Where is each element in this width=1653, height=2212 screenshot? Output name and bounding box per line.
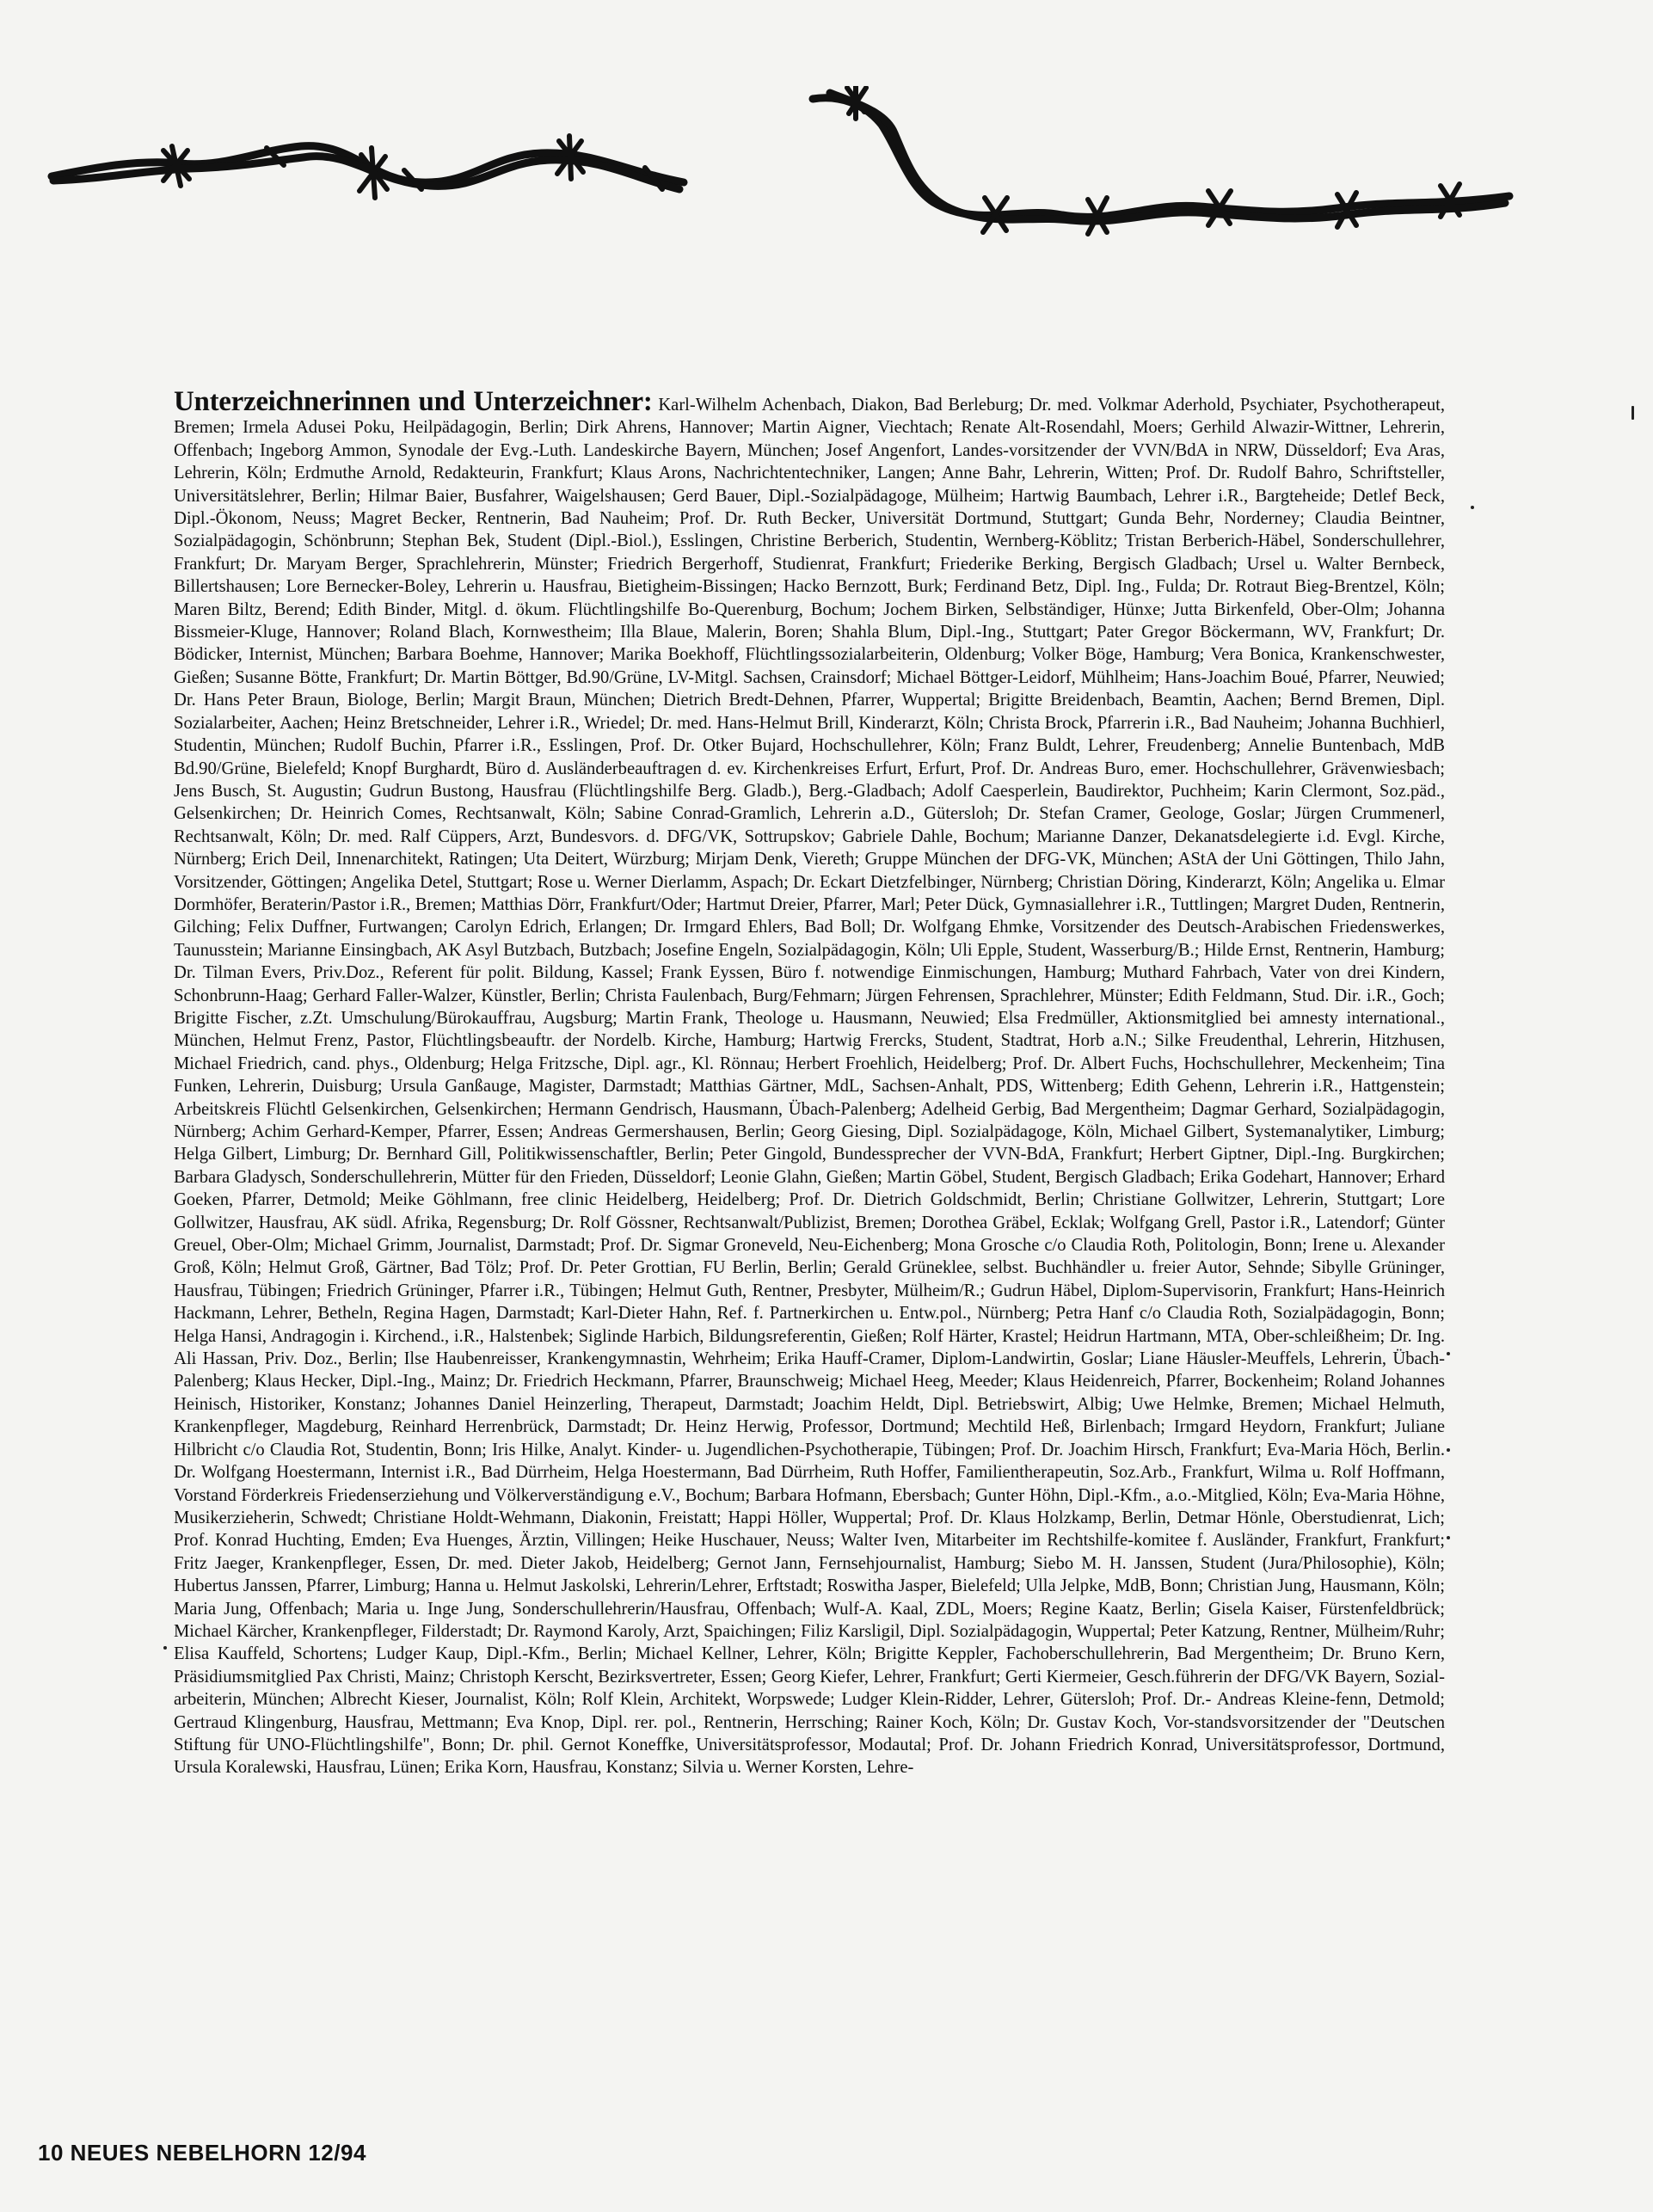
signatories-heading: Unterzeichnerinnen und Unterzeichner:	[174, 386, 653, 417]
signatories-text	[174, 386, 1446, 1779]
scan-speck	[1447, 1448, 1450, 1452]
barbed-wire-right-icon	[804, 86, 1544, 241]
scan-speck	[1447, 1536, 1450, 1539]
page-footer: 10 NEUES NEBELHORN 12/94	[38, 2140, 366, 2166]
scan-speck	[1471, 506, 1474, 509]
scan-speck	[1447, 1352, 1450, 1355]
barbed-wire-left-icon	[43, 129, 697, 224]
scan-speck	[1631, 406, 1634, 420]
scan-speck	[163, 1646, 167, 1650]
signatories-list: Karl-Wilhelm Achenbach, Diakon, Bad Berleburg; Dr. med. Volkmar Aderhold, Psychiater, Psychotherapeut, Bremen; Irmela Adusei Poku, Heilpädagogin, Berlin; Dirk Ahrens, Hannover; Martin Aigner, Viechtach; Renate Alt-Rosendahl, Moers; Gerhild Alwazir-Wittner, Lehrerin, Offenbach; Ingeborg Ammon, Synodale der Evg.-Luth. Landeskirche Bayern, München; Josef Angenfort, Landes-vorsitzender der VVN/BdA in NRW, Düsseldorf; Eva Aras, Lehrerin, Köln; Erdmuthe Arnold, Redakteurin, Frankfurt; Klaus Arons, Nachrichtentechniker, Langen; Anne Bahr, Lehrerin, Witten; Prof. Dr. Rudolf Bahro, Schriftsteller, Universitätslehrer, Berlin; Hilmar Baier, Busfahrer, Waigelshausen; Gerd Bauer, Dipl.-Sozialpädagoge, Mülheim; Hartwig Baumbach, Lehrer i.R., Bargteheide; Detlef Beck, Dipl.-Ökonom, Neuss; Magret Becker, Rentnerin, Bad Nauheim; Prof. Dr. Ruth Becker, Universität Dortmund, Stuttgart; Gunda Behr, Norderney; Claudia Beintner, Sozialpädagogin, Schönbrunn; Stephan Bek, Student (Dipl.-Biol.), Esslingen, Christine Berberich, Studentin, Wernberg-Köblitz; Tristan Berberich-Häbel, Sonderschullehrer, Frankfurt; Dr. Maryam Berger, Sprachlehrerin, Münster; Friedrich Bergerhoff, Studienrat, Frankfurt; Friederike Berking, Bergisch Gladbach; Ursel u. Walter Bernbeck, Billertshausen; Lore Bernecker-Boley, Lehrerin u. Hausfrau, Bietigheim-Bissingen; Hacko Bernzott, Burk; Ferdinand Betz, Dipl. Ing., Fulda; Dr. Rotraut Bieg-Brentzel, Köln; Maren Biltz, Berend; Edith Binder, Mitgl. d. ökum. Flüchtlingshilfe Bo-Querenburg, Bochum; Jochem Birken, Selbständiger, Hünxe; Jutta Birkenfeld, Ober-Olm; Johanna Bissmeier-Kluge, Hannover; Roland Blach, Kornwestheim; Illa Blaue, Malerin, Boren; Shahla Blum, Dipl.-Ing., Stuttgart; Pater Gregor Böckermann, WV, Frankfurt; Dr. Bödicker, Internist, München; Barbara Boehme, Hannover; Marika Boekhoff, Flüchtlingssozialarbeiterin, Oldenburg; Volker Böge, Hamburg; Vera Bonica, Krankenschwester, Gießen; Susanne Bötte, Frankfurt; Dr. Martin Böttger, Bd.90/Grüne, LV-Mitgl. Sachsen, Crainsdorf; Michael Böttger-Leidorf, Mühlheim; Hans-Joachim Boué, Pfarrer, Neuwied; Dr. Hans Peter Braun, Biologe, Berlin; Margit Braun, München; Dietrich Bredt-Dehnen, Pfarrer, Wuppertal; Brigitte Breidenbach, Beamtin, Aachen; Bernd Bremen, Dipl. Sozialarbeiter, Aachen; Heinz Bretschneider, Lehrer i.R., Wriedel; Dr. med. Hans-Helmut Brill, Kinderarzt, Köln; Christa Brock, Pfarrerin i.R., Bad Nauheim; Johanna Buchhierl, Studentin, München; Rudolf Buchin, Pfarrer i.R., Esslingen, Prof. Dr. Otker Bujard, Hochschullehrer, Köln; Franz Buldt, Lehrer, Freudenberg; Annelie Buntenbach, MdB Bd.90/Grüne, Bielefeld; Knopf Burghardt, Büro d. Ausländerbeauftragen d. ev. Kirchenkreises Erfurt, Erfurt, Prof. Dr. Andreas Buro, emer. Hochschullehrer, Grävenwiesbach; Jens Busch, St. Augustin; Gudrun Bustong, Hausfrau (Flüchtlingshilfe Berg. Gladb.), Berg.-Gladbach; Adolf Caesperlein, Baudirektor, Puchheim; Karin Clermont, Soz.päd., Gelsenkirchen; Dr. Heinrich Comes, Rechtsanwalt, Köln; Sabine Conrad-Gramlich, Lehrerin a.D., Gütersloh; Dr. Stefan Cramer, Geologe, Goslar; Jürgen Crummenerl, Rechtsanwalt, Köln; Dr. med. Ralf Cüppers, Arzt, Bundesvors. d. DFG/VK, Sottrupskov; Gabriele Dahle, Bochum; Marianne Danzer, Dekanatsdelegierte i.d. Evgl. Kirche, Nürnberg; Erich Deil, Innenarchitekt, Ratingen; Uta Deitert, Würzburg; Mirjam Denk, Viereth; Gruppe München der DFG-VK, München; AStA der Uni Göttingen, Thilo Jahn, Vorsitzender, Göttingen; Angelika Detel, Stuttgart; Rose u. Werner Dierlamm, Aspach; Dr. Eckart Dietzfelbinger, Nürnberg; Christian Döring, Kinderarzt, Köln; Angelika u. Elmar Dormhöfer, Beraterin/Pastor i.R., Bremen; Matthias Dörr, Frankfurt/Oder; Hartmut Dreier, Pfarrer, Marl; Peter Dück, Gymnasiallehrer i.R., Tuttlingen; Margret Duden, Rentnerin, Gilching; Felix Duffner, Furtwangen; Carolyn Edrich, Erlangen; Dr. Irmgard Ehlers, Bad Boll; Dr. Wolfgang Ehmke, Vorsitzender des Deutsch-Arabischen Friedenswerkes, Taunusstein; Marianne Einsingbach, AK Asyl Butzbach, Butzbach; Josefine Engeln, Sozialpädagogin, Köln; Uli Epple, Student, Wasserburg/B.; Hilde Ernst, Rentnerin, Hamburg; Dr. Tilman Evers, Priv.Doz., Referent für polit. Bildung, Kassel; Frank Eyssen, Büro f. notwendige Einmischungen, Hamburg; Muthard Fahrbach, Vater von drei Kindern, Schonbrunn-Haag; Gerhard Faller-Walzer, Künstler, Berlin; Christa Faulenbach, Burg/Fehmarn; Jürgen Fehrensen, Sprachlehrer, Münster; Edith Feldmann, Stud. Dir. i.R., Goch; Brigitte Fischer, z.Zt. Umschulung/Bürokauffrau, Augsburg; Martin Frank, Theologe u. Hausmann, Neuwied; Elsa Fredmüller, Aktionsmitglied bei amnesty international., München, Helmut Frenz, Pastor, Flüchtlingsbeauftr. der Nordelb. Kirche, Hamburg; Hartwig Frercks, Student, Stadtrat, Horb a.N.; Silke Freudenthal, Lehrerin, Hitzhusen, Michael Friedrich, cand. phys., Oldenburg; Helga Fritzsche, Dipl. agr., Kl. Rönnau; Herbert Froehlich, Heidelberg; Prof. Dr. Albert Fuchs, Hochschullehrer, Meckenheim; Tina Funken, Lehrerin, Duisburg; Ursula Ganßauge, Magister, Darmstadt; Matthias Gärtner, MdL, Sachsen-Anhalt, PDS, Wittenberg; Edith Gehenn, Lehrerin i.R., Hattgenstein; Arbeitskreis Flüchtl Gelsenkirchen, Gelsenkirchen; Hermann Gendrisch, Hausmann, Übach-Palenberg; Adelheid Gerbig, Bad Mergentheim; Dagmar Gerhard, Sozialpädagogin, Nürnberg; Achim Gerhard-Kemper, Pfarrer, Essen; Andreas Germershausen, Berlin; Georg Giesing, Dipl. Sozialpädagoge, Köln, Michael Gilbert, Systemanalytiker, Limburg; Helga Gilbert, Limburg; Dr. Bernhard Gill, Politikwissenschaftler, Berlin; Peter Gingold, Bundessprecher der VVN-BdA, Frankfurt; Herbert Giptner, Dipl.-Ing. Burgkirchen; Barbara Gladysch, Sonderschullehrerin, Mütter für den Frieden, Düsseldorf; Leonie Glahn, Gießen; Martin Göbel, Student, Bergisch Gladbach; Erika Godehart, Hannover; Erhard Goeken, Pfarrer, Detmold; Meike Göhlmann, free clinic Heidelberg, Heidelberg; Prof. Dr. Dietrich Goldschmidt, Berlin; Christiane Gollwitzer, Lehrerin, Stuttgart; Lore Gollwitzer, Hausfrau, AK südl. Afrika, Regensburg; Dr. Rolf Gössner, Rechtsanwalt/Publizist, Bremen; Dorothea Gräbel, Ecklak; Wolfgang Grell, Pastor i.R., Latendorf; Günter Greuel, Ober-Olm; Michael Grimm, Journalist, Darmstadt; Prof. Dr. Sigmar Groneveld, Neu-Eichenberg; Mona Grosche c/o Claudia Roth, Politologin, Bonn; Irene u. Alexander Groß, Köln; Helmut Groß, Gärtner, Bad Tölz; Prof. Dr. Peter Grottian, FU Berlin, Berlin; Gerald Grüneklee, selbst. Buchhändler u. freier Autor, Sehnde; Sibylle Grüninger, Hausfrau, Tübingen; Friedrich Grüninger, Pfarrer i.R., Tübingen; Helmut Guth, Rentner, Presbyter, Mülheim/R.; Gudrun Häbel, Diplom-Supervisorin, Frankfurt; Hans-Heinrich Hackmann, Lehrer, Betheln, Regina Hagen, Darmstadt; Karl-Dieter Hahn, Ref. f. Partnerkirchen u. Entw.pol., Nürnberg; Petra Hanf c/o Claudia Roth, Sozialpädagogin, Bonn; Helga Hansi, Andragogin i. Kirchend., i.R., Halstenbek; Siglinde Harbich, Bildungsreferentin, Gießen; Rolf Härter, Krastel; Heidrun Hartmann, MTA, Ober-schleißheim; Dr. Ing. Ali Hassan, Priv. Doz., Berlin; Ilse Haubenreisser, Krankengymnastin, Wehrheim; Erika Hauff-Cramer, Diplom-Landwirtin, Goslar; Liane Häusler-Meuffels, Lehrerin, Übach-Palenberg; Klaus Hecker, Dipl.-Ing., Mainz; Dr. Friedrich Heckmann, Pfarrer, Braunschweig; Michael Heeg, Meeder; Klaus Heidenreich, Pfarrer, Bockenheim; Roland Johannes Heinisch, Historiker, Konstanz; Johannes Daniel Heinzerling, Therapeut, Darmstadt; Joachim Heldt, Dipl. Betriebswirt, Albig; Uwe Helmke, Bremen; Michael Helmuth, Krankenpfleger, Magdeburg, Reinhard Herrenbrück, Darmstadt; Dr. Heinz Herwig, Professor, Dortmund; Mechtild Heß, Birlenbach; Irmgard Heydorn, Frankfurt; Juliane Hilbricht c/o Claudia Rot, Studentin, Bonn; Iris Hilke, Analyt. Kinder- u. Jugendlichen-Psychotherapie, Tübingen; Prof. Dr. Joachim Hirsch, Frankfurt; Eva-Maria Höch, Berlin. Dr. Wolfgang Hoestermann, Internist i.R., Bad Dürrheim, Helga Hoestermann, Bad Dürrheim, Ruth Hoffer, Familientherapeutin, Soz.Arb., Frankfurt, Wilma u. Rolf Hoffmann, Vorstand Förderkreis Friedenserziehung und Völkerverständigung e.V., Bochum; Barbara Hofmann, Ebersbach; Gunter Höhn, Dipl.-Kfm., a.o.-Mitglied, Köln; Eva-Maria Höhne, Musikerzieherin, Schwedt; Christiane Holdt-Wehmann, Diakonin, Freistatt; Happi Höller, Wuppertal; Prof. Dr. Klaus Holzkamp, Berlin, Detmar Hönle, Oberstudienrat, Lich; Prof. Konrad Huchting, Emden; Eva Huenges, Ärztin, Villingen; Heike Huschauer, Neuss; Walter Iven, Mitarbeiter im Rechtshilfe-komitee f. Ausländer, Frankfurt, Frankfurt; Fritz Jaeger, Krankenpfleger, Essen, Dr. med. Dieter Jakob, Heidelberg; Gernot Jann, Fernsehjournalist, Hamburg; Siebo M. H. Janssen, Student (Jura/Philosophie), Köln; Hubertus Janssen, Pfarrer, Limburg; Hanna u. Helmut Jaskolski, Lehrerin/Lehrer, Erftstadt; Roswitha Jasper, Bielefeld; Ulla Jelpke, MdB, Bonn; Christian Jung, Hausmann, Köln; Maria Jung, Offenbach; Maria u. Inge Jung, Sonderschullehrerin/Hausfrau, Offenbach; Wulf-A. Kaal, ZDL, Moers; Regine Kaatz, Berlin; Gisela Kaiser, Fürstenfeldbrück; Michael Kärcher, Krankenpfleger, Filderstadt; Dr. Raymond Karoly, Arzt, Spaichingen; Filiz Karsligil, Dipl. Sozialpädagogin, Wuppertal; Peter Katzung, Rentner, Mülheim/Ruhr; Elisa Kauffeld, Schortens; Ludger Kaup, Dipl.-Kfm., Berlin; Michael Kellner, Lehrer, Köln; Brigitte Keppler, Fachoberschullehrerin, Bad Mergentheim; Dr. Bruno Kern, Präsidiumsmitglied Pax Christi, Mainz; Christoph Kerscht, Bezirksvertreter, Essen; Georg Kiefer, Lehrer, Frankfurt; Gerti Kiermeier, Gesch.führerin der DFG/VK Bayern, Sozial-arbeiterin, München; Albrecht Kieser, Journalist, Köln; Rolf Klein, Architekt, Worpswede; Ludger Klein-Ridder, Lehrer, Gütersloh; Prof. Dr.- Andreas Kleine-fenn, Detmold; Gertraud Klingenburg, Hausfrau, Mettmann; Eva Knop, Dipl. rer. pol., Rentnerin, Herrsching; Rainer Koch, Köln; Dr. Gustav Koch, Vor-standsvorsitzender der "Deutschen Stiftung für UNO-Flüchtlingshilfe", Bonn; Dr. phil. Gernot Koneffke, Universitätsprofessor, Modautal; Prof. Dr. Johann Friedrich Konrad, Universitätsprofessor, Dortmund, Ursula Koralewski, Hausfrau, Lünen; Erika Korn, Hausfrau, Konstanz; Silvia u. Werner Korsten, Lehre-	[174, 396, 1446, 1778]
